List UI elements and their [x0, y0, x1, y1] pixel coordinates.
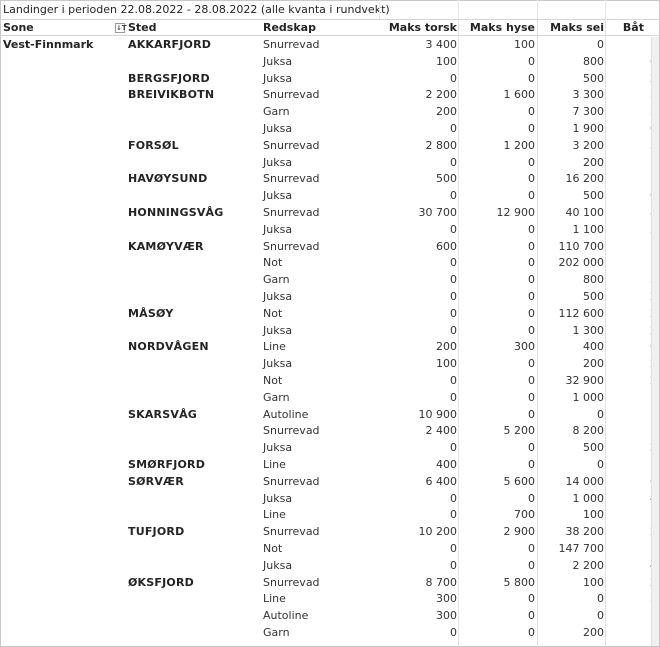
row-sted: HONNINGSVÅG — [128, 205, 224, 219]
row-maks-hyse: 0 — [528, 54, 535, 68]
row-bat — [606, 54, 657, 71]
table-row — [0, 440, 660, 457]
table-row — [0, 575, 660, 592]
row-maks-torsk: 10 200 — [418, 525, 457, 539]
row-maks-hyse: 1 200 — [503, 138, 535, 152]
row-redskap: Not — [263, 541, 283, 555]
row-maks-torsk: 0 — [450, 508, 457, 522]
row-maks-sei: 800 — [583, 54, 604, 68]
row-redskap: Snurrevad — [263, 525, 320, 539]
row-sted: SKARSVÅG — [128, 407, 198, 421]
row-maks-torsk: 200 — [436, 105, 457, 119]
row-maks-sei: 500 — [583, 289, 604, 303]
row-redskap: Autoline — [263, 407, 309, 421]
table-row — [0, 608, 660, 625]
table-row — [0, 239, 660, 256]
row-maks-hyse: 0 — [528, 289, 535, 303]
table-row — [0, 625, 660, 642]
row-maks-sei: 32 900 — [565, 373, 604, 387]
row-maks-torsk: 0 — [450, 121, 457, 135]
row-bat — [606, 323, 657, 340]
row-maks-torsk: 2 400 — [425, 424, 457, 438]
table-row — [0, 155, 660, 172]
row-maks-hyse: 0 — [528, 121, 535, 135]
vertical-scrollbar[interactable] — [651, 37, 659, 646]
row-bat — [606, 608, 657, 625]
row-maks-hyse: 0 — [528, 625, 535, 639]
row-maks-hyse: 1 600 — [503, 88, 535, 102]
row-maks-hyse: 0 — [528, 441, 535, 455]
row-maks-torsk: 0 — [450, 71, 457, 85]
row-maks-torsk: 0 — [450, 558, 457, 572]
row-sted: BERGSFJORD — [128, 71, 210, 85]
row-maks-sei: 147 700 — [558, 541, 604, 555]
row-maks-hyse: 0 — [528, 558, 535, 572]
row-maks-torsk: 0 — [450, 222, 457, 236]
column-header-sted[interactable]: Sted — [128, 21, 157, 34]
row-maks-torsk: 600 — [436, 239, 457, 253]
row-redskap: Line — [263, 508, 286, 522]
row-maks-sei: 0 — [597, 407, 604, 421]
row-maks-torsk: 10 900 — [418, 407, 457, 421]
row-maks-hyse: 0 — [528, 172, 535, 186]
row-maks-hyse: 300 — [514, 340, 535, 354]
row-maks-sei: 2 200 — [572, 558, 604, 572]
row-bat — [606, 491, 657, 508]
row-redskap: Garn — [263, 390, 290, 404]
row-redskap: Garn — [263, 625, 290, 639]
row-redskap: Garn — [263, 273, 290, 287]
row-maks-hyse: 0 — [528, 105, 535, 119]
row-maks-sei: 16 200 — [565, 172, 604, 186]
row-bat — [606, 71, 657, 88]
row-bat — [606, 558, 657, 575]
row-redskap: Garn — [263, 105, 290, 119]
row-sted: HAVØYSUND — [128, 172, 208, 186]
row-bat — [606, 155, 657, 172]
row-maks-sei: 202 000 — [558, 256, 604, 270]
row-redskap: Juksa — [263, 357, 293, 371]
row-maks-hyse: 12 900 — [496, 205, 535, 219]
row-bat — [606, 541, 657, 558]
row-bat — [606, 423, 657, 440]
row-maks-sei: 500 — [583, 71, 604, 85]
row-redskap: Snurrevad — [263, 138, 320, 152]
table-row — [0, 87, 660, 104]
table-row — [0, 491, 660, 508]
row-maks-hyse: 0 — [528, 592, 535, 606]
row-sted: SØRVÆR — [128, 474, 184, 488]
column-header-maks-sei[interactable]: Maks sei — [550, 21, 604, 34]
row-maks-sei: 400 — [583, 340, 604, 354]
column-header-redskap[interactable]: Redskap — [263, 21, 316, 34]
row-maks-torsk: 0 — [450, 390, 457, 404]
row-redskap: Snurrevad — [263, 575, 320, 589]
row-redskap: Juksa — [263, 491, 293, 505]
row-bat — [606, 104, 657, 121]
row-maks-hyse: 0 — [528, 306, 535, 320]
row-bat — [606, 87, 657, 104]
column-header-maks-torsk[interactable]: Maks torsk — [388, 21, 457, 34]
table-row — [0, 541, 660, 558]
row-maks-sei: 800 — [583, 273, 604, 287]
row-sted: FORSØL — [128, 138, 179, 152]
row-maks-hyse: 5 600 — [503, 474, 535, 488]
row-maks-hyse: 0 — [528, 256, 535, 270]
row-bat — [606, 474, 657, 491]
row-maks-sei: 1 000 — [572, 491, 604, 505]
table-row — [0, 558, 660, 575]
table-row — [0, 71, 660, 88]
row-maks-torsk: 0 — [450, 289, 457, 303]
row-sted: KAMØYVÆR — [128, 239, 204, 253]
row-maks-torsk: 6 400 — [425, 474, 457, 488]
row-bat — [606, 524, 657, 541]
row-maks-sei: 40 100 — [565, 205, 604, 219]
row-redskap: Not — [263, 373, 283, 387]
row-bat — [606, 138, 657, 155]
caption-divider — [379, 0, 380, 19]
row-maks-torsk: 30 700 — [418, 205, 457, 219]
row-maks-sei: 110 700 — [558, 239, 604, 253]
row-maks-torsk: 0 — [450, 373, 457, 387]
column-header-maks-hyse[interactable]: Maks hyse — [469, 21, 535, 34]
row-redskap: Snurrevad — [263, 88, 320, 102]
row-bat — [606, 457, 657, 474]
row-bat — [606, 591, 657, 608]
table-row — [0, 591, 660, 608]
row-redskap: Juksa — [263, 289, 293, 303]
table-row — [0, 390, 660, 407]
row-maks-sei: 200 — [583, 625, 604, 639]
row-bat — [606, 239, 657, 256]
row-maks-sei: 3 200 — [572, 138, 604, 152]
table-header — [0, 19, 660, 36]
row-bat — [606, 339, 657, 356]
caption-divider — [537, 0, 538, 19]
row-maks-torsk: 0 — [450, 189, 457, 203]
table-row — [0, 205, 660, 222]
row-redskap: Not — [263, 306, 283, 320]
table-row — [0, 423, 660, 440]
row-maks-hyse: 0 — [528, 541, 535, 555]
row-maks-hyse: 0 — [528, 273, 535, 287]
row-bat — [606, 306, 657, 323]
row-maks-torsk: 100 — [436, 54, 457, 68]
row-maks-sei: 8 200 — [572, 424, 604, 438]
row-redskap: Line — [263, 340, 286, 354]
caption-divider — [458, 0, 459, 19]
row-maks-sei: 1 900 — [572, 121, 604, 135]
table-row — [0, 306, 660, 323]
row-maks-torsk: 0 — [450, 441, 457, 455]
row-maks-hyse: 0 — [528, 222, 535, 236]
row-maks-hyse: 0 — [528, 407, 535, 421]
row-maks-hyse: 0 — [528, 239, 535, 253]
row-maks-hyse: 2 900 — [503, 525, 535, 539]
row-maks-torsk: 0 — [450, 155, 457, 169]
table-row — [0, 188, 660, 205]
row-redskap: Snurrevad — [263, 474, 320, 488]
row-maks-hyse: 700 — [514, 508, 535, 522]
row-bat — [606, 222, 657, 239]
row-sted: TUFJORD — [128, 525, 185, 539]
row-maks-sei: 100 — [583, 575, 604, 589]
row-redskap: Snurrevad — [263, 205, 320, 219]
row-bat — [606, 575, 657, 592]
row-maks-torsk: 8 700 — [425, 575, 457, 589]
row-maks-torsk: 400 — [436, 457, 457, 471]
table-row — [0, 457, 660, 474]
report-caption: Landinger i perioden 22.08.2022 - 28.08.2022 (alle kvanta i rundvekt) — [3, 3, 390, 16]
row-maks-sei: 0 — [597, 457, 604, 471]
row-maks-sei: 0 — [597, 609, 604, 623]
row-bat — [606, 121, 657, 138]
row-maks-sei: 1 000 — [572, 390, 604, 404]
table-body — [0, 37, 660, 642]
row-redskap: Juksa — [263, 54, 293, 68]
table-row — [0, 289, 660, 306]
row-maks-torsk: 0 — [450, 625, 457, 639]
table-row — [0, 524, 660, 541]
row-bat — [606, 205, 657, 222]
table-row — [0, 138, 660, 155]
row-bat — [606, 373, 657, 390]
row-maks-sei: 3 300 — [572, 88, 604, 102]
row-maks-sei: 1 300 — [572, 323, 604, 337]
row-maks-hyse: 0 — [528, 390, 535, 404]
row-bat — [606, 390, 657, 407]
row-sted: NORDVÅGEN — [128, 340, 209, 354]
row-redskap: Juksa — [263, 441, 293, 455]
row-maks-hyse: 0 — [528, 491, 535, 505]
row-maks-sei: 38 200 — [565, 525, 604, 539]
row-maks-torsk: 3 400 — [425, 38, 457, 51]
row-sted: SMØRFJORD — [128, 457, 206, 471]
table-row — [0, 104, 660, 121]
row-maks-hyse: 0 — [528, 323, 535, 337]
row-redskap: Snurrevad — [263, 239, 320, 253]
row-bat — [606, 440, 657, 457]
row-maks-sei: 0 — [597, 38, 604, 51]
row-maks-torsk: 2 200 — [425, 88, 457, 102]
row-maks-torsk: 100 — [436, 357, 457, 371]
row-maks-torsk: 0 — [450, 491, 457, 505]
table-row — [0, 222, 660, 239]
row-maks-hyse: 0 — [528, 189, 535, 203]
row-maks-sei: 1 100 — [572, 222, 604, 236]
row-maks-torsk: 0 — [450, 323, 457, 337]
row-redskap: Juksa — [263, 155, 293, 169]
row-sted: AKKARFJORD — [128, 38, 212, 51]
row-redskap: Juksa — [263, 558, 293, 572]
table-row — [0, 37, 660, 54]
row-maks-torsk: 300 — [436, 592, 457, 606]
row-redskap: Snurrevad — [263, 424, 320, 438]
table-row — [0, 255, 660, 272]
row-sted: BREIVIKBOTN — [128, 88, 215, 102]
row-bat — [606, 37, 657, 54]
row-maks-sei: 200 — [583, 155, 604, 169]
row-redskap: Juksa — [263, 189, 293, 203]
table-row — [0, 171, 660, 188]
table-row — [0, 407, 660, 424]
row-sted: ØKSFJORD — [128, 575, 194, 589]
row-redskap: Juksa — [263, 222, 293, 236]
row-maks-torsk: 0 — [450, 541, 457, 555]
table-row — [0, 474, 660, 491]
table-row — [0, 507, 660, 524]
table-row — [0, 339, 660, 356]
row-maks-sei: 500 — [583, 189, 604, 203]
row-maks-torsk: 0 — [450, 256, 457, 270]
row-redskap: Autoline — [263, 609, 309, 623]
table-row — [0, 356, 660, 373]
row-bat — [606, 507, 657, 524]
row-maks-hyse: 0 — [528, 373, 535, 387]
caption-divider — [605, 0, 606, 19]
row-bat — [606, 171, 657, 188]
row-bat — [606, 272, 657, 289]
row-maks-hyse: 0 — [528, 609, 535, 623]
row-maks-hyse: 0 — [528, 71, 535, 85]
row-bat — [606, 255, 657, 272]
row-maks-torsk: 0 — [450, 306, 457, 320]
row-maks-sei: 0 — [597, 592, 604, 606]
row-bat — [606, 356, 657, 373]
row-maks-torsk: 0 — [450, 273, 457, 287]
row-maks-sei: 14 000 — [565, 474, 604, 488]
row-maks-torsk: 500 — [436, 172, 457, 186]
row-maks-hyse: 5 800 — [503, 575, 535, 589]
row-maks-sei: 200 — [583, 357, 604, 371]
row-redskap: Snurrevad — [263, 38, 320, 51]
table-row — [0, 323, 660, 340]
row-maks-hyse: 0 — [528, 155, 535, 169]
row-maks-torsk: 300 — [436, 609, 457, 623]
row-sted: MÅSØY — [128, 306, 174, 320]
row-maks-hyse: 0 — [528, 357, 535, 371]
table-row — [0, 54, 660, 71]
row-redskap: Snurrevad — [263, 172, 320, 186]
row-bat — [606, 289, 657, 306]
row-redskap: Juksa — [263, 323, 293, 337]
sort-icon[interactable]: ↓T — [116, 24, 127, 32]
table-row — [0, 272, 660, 289]
table-row — [0, 373, 660, 390]
column-header-sone[interactable]: Sone — [3, 21, 34, 34]
row-redskap: Not — [263, 256, 283, 270]
row-bat — [606, 188, 657, 205]
row-maks-sei: 100 — [583, 508, 604, 522]
row-redskap: Juksa — [263, 71, 293, 85]
row-redskap: Juksa — [263, 121, 293, 135]
row-maks-torsk: 2 800 — [425, 138, 457, 152]
table-row — [0, 121, 660, 138]
row-sone: Vest-Finnmark — [3, 38, 94, 51]
row-maks-sei: 112 600 — [558, 306, 604, 320]
row-maks-hyse: 100 — [514, 38, 535, 51]
row-maks-hyse: 5 200 — [503, 424, 535, 438]
row-maks-hyse: 0 — [528, 457, 535, 471]
column-header-bat[interactable]: Båt — [622, 21, 644, 34]
row-bat — [606, 407, 657, 424]
row-maks-torsk: 200 — [436, 340, 457, 354]
row-redskap: Line — [263, 592, 286, 606]
row-bat — [606, 625, 657, 642]
row-maks-sei: 500 — [583, 441, 604, 455]
row-redskap: Line — [263, 457, 286, 471]
row-maks-sei: 7 300 — [572, 105, 604, 119]
